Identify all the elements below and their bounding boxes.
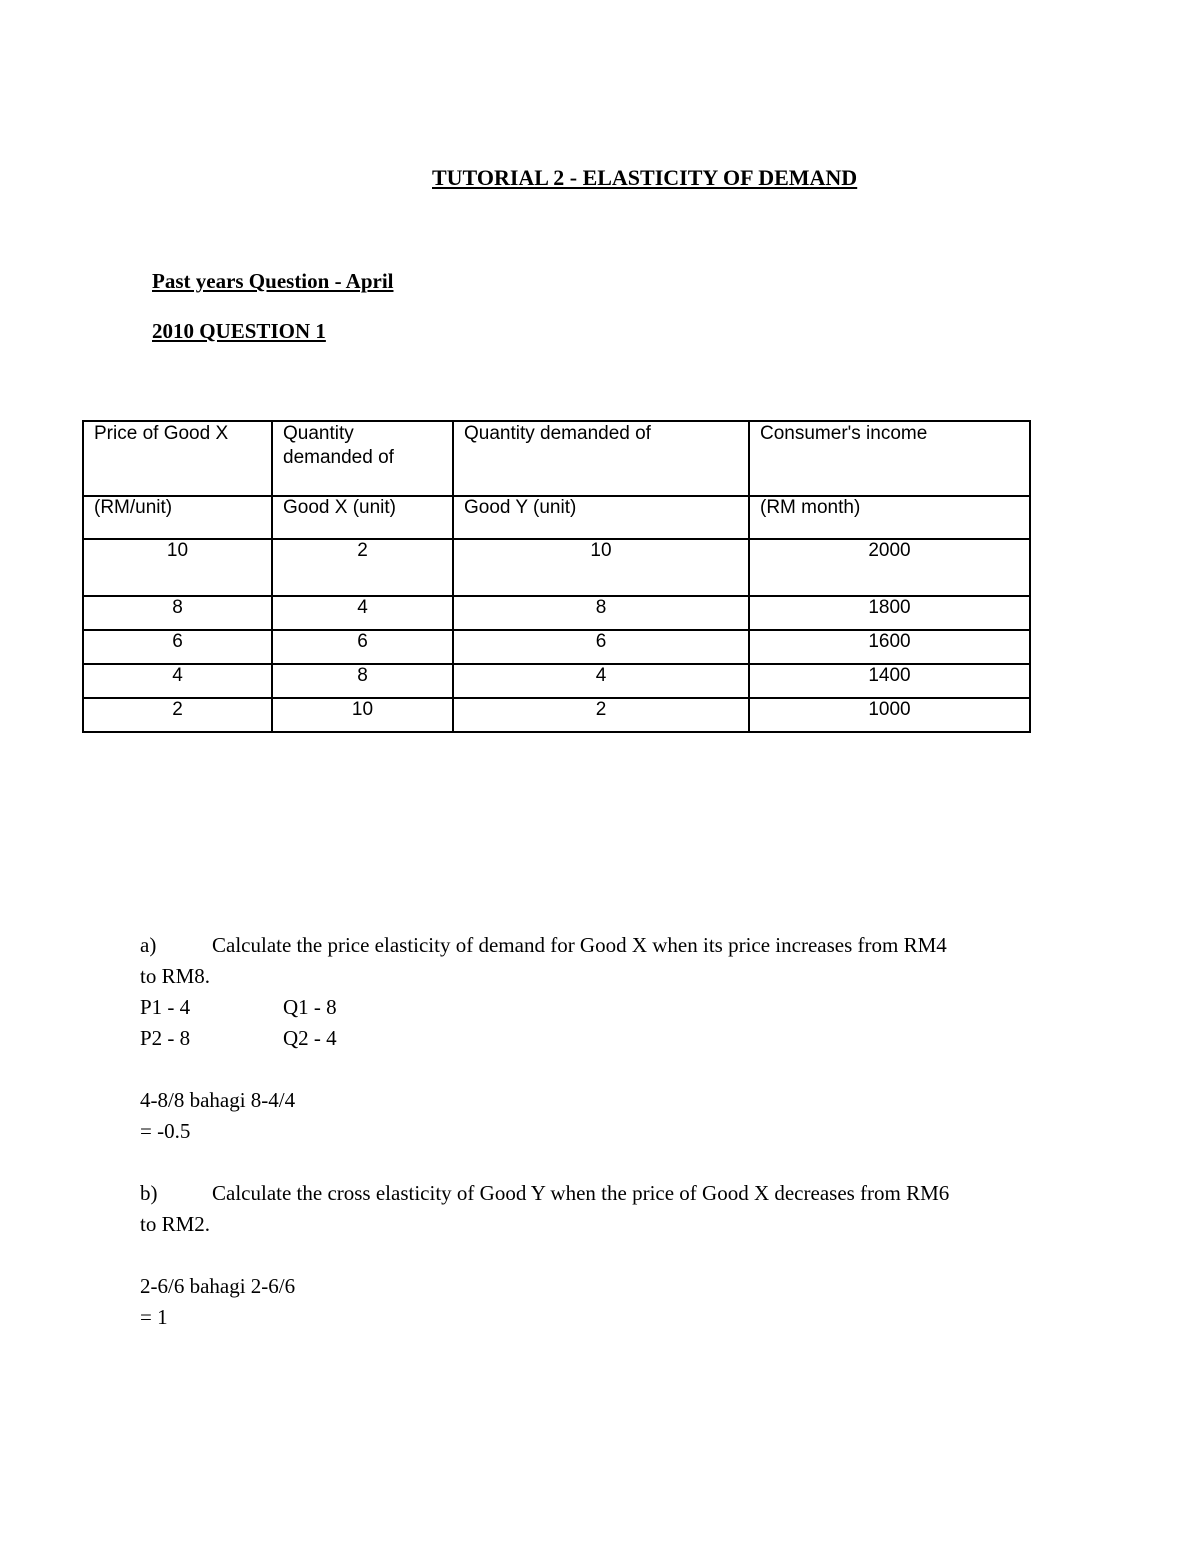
question-b-line1 bbox=[140, 1178, 949, 1209]
question-b-text: Calculate the cross elasticity of Good Y when the price of Good X decreases from RM6 bbox=[212, 1181, 950, 1205]
header-cell: Quantity demanded of bbox=[272, 421, 453, 496]
q2-value: Q2 - 4 bbox=[283, 1026, 337, 1050]
table-cell: 2 bbox=[83, 698, 272, 732]
question-a-answer: = -0.5 bbox=[140, 1119, 191, 1143]
data-table bbox=[82, 420, 1031, 733]
table-cell: 1800 bbox=[749, 596, 1030, 630]
table-cell: 1000 bbox=[749, 698, 1030, 732]
table-cell: 6 bbox=[83, 630, 272, 664]
question-b-label: b) bbox=[140, 1181, 158, 1205]
question-a-label: a) bbox=[140, 933, 157, 957]
question-a-line1 bbox=[140, 930, 947, 961]
table-cell: 8 bbox=[453, 596, 749, 630]
table-cell: 2000 bbox=[749, 539, 1030, 596]
p2-value: P2 - 8 bbox=[140, 1026, 191, 1050]
header-cell: Consumer's income bbox=[749, 421, 1030, 496]
question-b-answer: = 1 bbox=[140, 1305, 168, 1329]
table-row bbox=[83, 539, 1030, 596]
unit-cell: (RM month) bbox=[749, 496, 1030, 539]
p1-value: P1 - 4 bbox=[140, 995, 191, 1019]
table-cell: 1400 bbox=[749, 664, 1030, 698]
section-subtitle: Past years Question - April bbox=[152, 269, 394, 293]
table-cell: 8 bbox=[272, 664, 453, 698]
table-row bbox=[83, 596, 1030, 630]
question-a-text: Calculate the price elasticity of demand for Good X when its price increases from RM4 bbox=[212, 933, 947, 957]
table-cell: 1600 bbox=[749, 630, 1030, 664]
question-b-line2: to RM2. bbox=[140, 1212, 211, 1236]
question-b-formula: 2-6/6 bahagi 2-6/6 bbox=[140, 1274, 296, 1298]
table-cell: 6 bbox=[453, 630, 749, 664]
table-cell: 4 bbox=[272, 596, 453, 630]
question-a-formula: 4-8/8 bahagi 8-4/4 bbox=[140, 1088, 296, 1112]
q1-value: Q1 - 8 bbox=[283, 995, 337, 1019]
table-cell: 10 bbox=[272, 698, 453, 732]
unit-cell: Good X (unit) bbox=[272, 496, 453, 539]
unit-cell: (RM/unit) bbox=[83, 496, 272, 539]
header-cell: Quantity demanded of bbox=[453, 421, 749, 496]
table-cell: 10 bbox=[453, 539, 749, 596]
table-cell: 2 bbox=[453, 698, 749, 732]
table-cell: 6 bbox=[272, 630, 453, 664]
table-cell: 2 bbox=[272, 539, 453, 596]
question-a-line2: to RM8. bbox=[140, 964, 211, 988]
table-cell: 8 bbox=[83, 596, 272, 630]
table-row bbox=[83, 664, 1030, 698]
table-row bbox=[83, 698, 1030, 732]
table-unit-row bbox=[83, 496, 1030, 539]
table-cell: 4 bbox=[453, 664, 749, 698]
header-cell: Price of Good X bbox=[83, 421, 272, 496]
unit-cell: Good Y (unit) bbox=[453, 496, 749, 539]
question-heading: 2010 QUESTION 1 bbox=[152, 319, 326, 343]
table-header-row bbox=[83, 421, 1030, 496]
table-cell: 10 bbox=[83, 539, 272, 596]
page-title: TUTORIAL 2 - ELASTICITY OF DEMAND bbox=[432, 165, 858, 190]
table-cell: 4 bbox=[83, 664, 272, 698]
table-row bbox=[83, 630, 1030, 664]
